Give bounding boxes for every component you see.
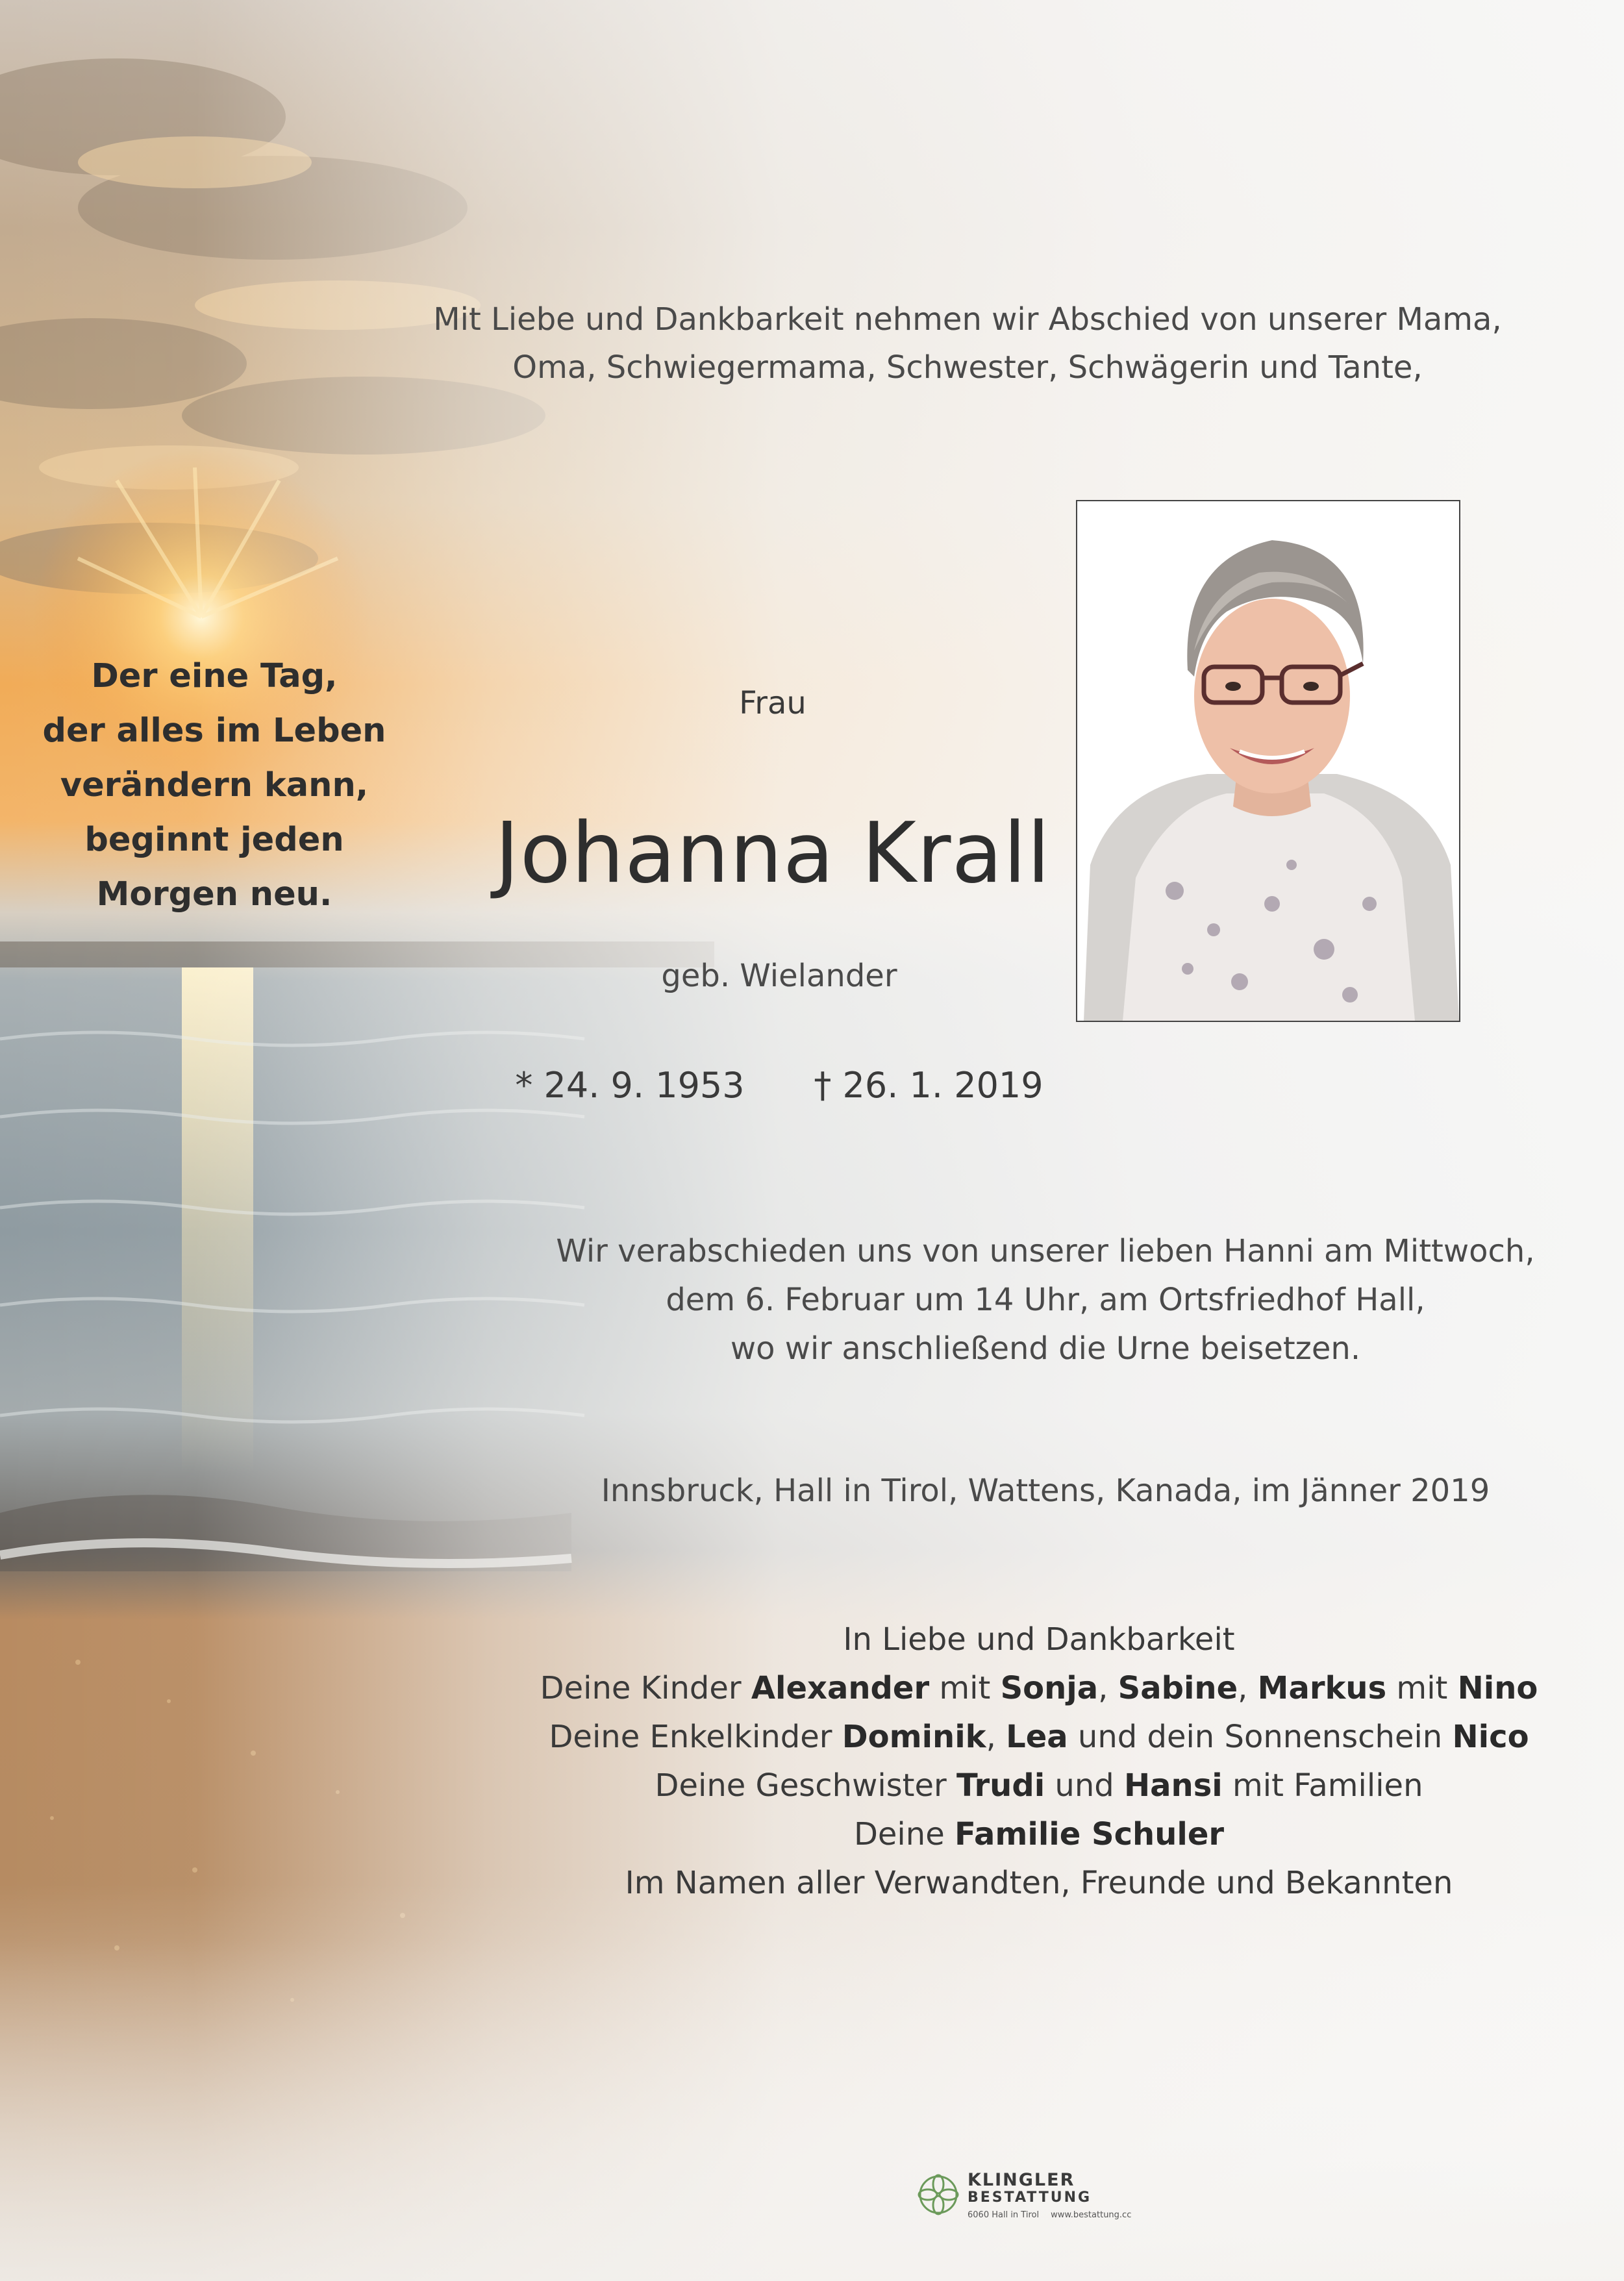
klingler-logo <box>916 2169 1132 2234</box>
mourners-heading: In Liebe und Dankbarkeit <box>843 1621 1235 1658</box>
salutation: Frau <box>739 685 806 721</box>
quote-line: beginnt jeden <box>84 821 344 859</box>
mourner-name: Sabine <box>1118 1670 1238 1706</box>
mourner-text: , <box>986 1719 1006 1755</box>
funeral-line: dem 6. Februar um 14 Uhr, am Ortsfriedhof Hall, <box>666 1282 1425 1318</box>
mourner-text: Deine Enkelkinder <box>549 1719 842 1755</box>
mourner-text: mit <box>1386 1670 1458 1706</box>
mourner-name: Nino <box>1457 1670 1538 1706</box>
mourners-list <box>416 1615 1624 1908</box>
portrait-photo <box>1076 500 1460 1022</box>
funeral-details <box>455 1227 1624 1373</box>
mourner-text: und dein Sonnenschein <box>1068 1719 1453 1755</box>
funeral-line: Wir verabschieden uns von unserer lieben Hanni am Mittwoch, <box>556 1233 1535 1269</box>
quote <box>19 649 409 922</box>
birth-name: geb. Wielander <box>661 958 897 994</box>
mourner-text: und <box>1045 1767 1124 1804</box>
logo-title: KLINGLER <box>968 2170 1075 2190</box>
mourner-name: Alexander <box>751 1670 930 1706</box>
death-date: † 26. 1. 2019 <box>814 1065 1043 1106</box>
quote-line: der alles im Leben <box>42 712 386 750</box>
mourner-name: Sonja <box>1000 1670 1099 1706</box>
places-and-date: Innsbruck, Hall in Tirol, Wattens, Kanada, im Jänner 2019 <box>601 1473 1490 1509</box>
mourner-text: Deine Kinder <box>540 1670 751 1706</box>
intro-line: Oma, Schwiegermama, Schwester, Schwägerin und Tante, <box>512 349 1423 386</box>
portrait-illustration <box>1077 501 1459 1021</box>
mourner-name: Dominik <box>842 1719 986 1755</box>
logo-subtitle: BESTATTUNG <box>968 2189 1092 2206</box>
mourner-text: mit <box>929 1670 1001 1706</box>
intro-text <box>429 295 1506 392</box>
mourner-text: , <box>1098 1670 1118 1706</box>
mourner-text: Deine <box>853 1816 955 1852</box>
mourner-name: Trudi <box>956 1767 1045 1804</box>
mourner-name: Hansi <box>1123 1767 1223 1804</box>
mourners-grandchildren <box>416 1713 1624 1762</box>
mourner-text: , <box>1238 1670 1258 1706</box>
quote-line: Morgen neu. <box>96 875 332 914</box>
logo-address <box>968 2210 1131 2220</box>
mourner-text: mit Familien <box>1222 1767 1423 1804</box>
funeral-line: wo wir anschließend die Urne beisetzen. <box>730 1330 1361 1367</box>
logo-website: www.bestattung.cc <box>1051 2210 1132 2220</box>
mourner-text: Deine Geschwister <box>655 1767 957 1804</box>
flower-logo-icon <box>916 2169 961 2227</box>
quote-line: Der eine Tag, <box>91 657 338 695</box>
deceased-name: Johanna Krall <box>494 805 1051 902</box>
mourners-siblings <box>416 1762 1624 1810</box>
mourners-closing: Im Namen aller Verwandten, Freunde und Bekannten <box>625 1865 1453 1901</box>
mourner-name: Markus <box>1257 1670 1387 1706</box>
mourner-name: Lea <box>1006 1719 1068 1755</box>
mourner-name: Nico <box>1452 1719 1529 1755</box>
logo-address-text: 6060 Hall in Tirol <box>968 2210 1040 2220</box>
mourners-children <box>416 1664 1624 1713</box>
quote-line: verändern kann, <box>60 766 369 804</box>
intro-line: Mit Liebe und Dankbarkeit nehmen wir Abschied von unserer Mama, <box>433 301 1502 338</box>
mourner-name: Familie Schuler <box>954 1816 1225 1852</box>
birth-date: * 24. 9. 1953 <box>515 1065 745 1106</box>
mourners-family <box>416 1810 1624 1859</box>
